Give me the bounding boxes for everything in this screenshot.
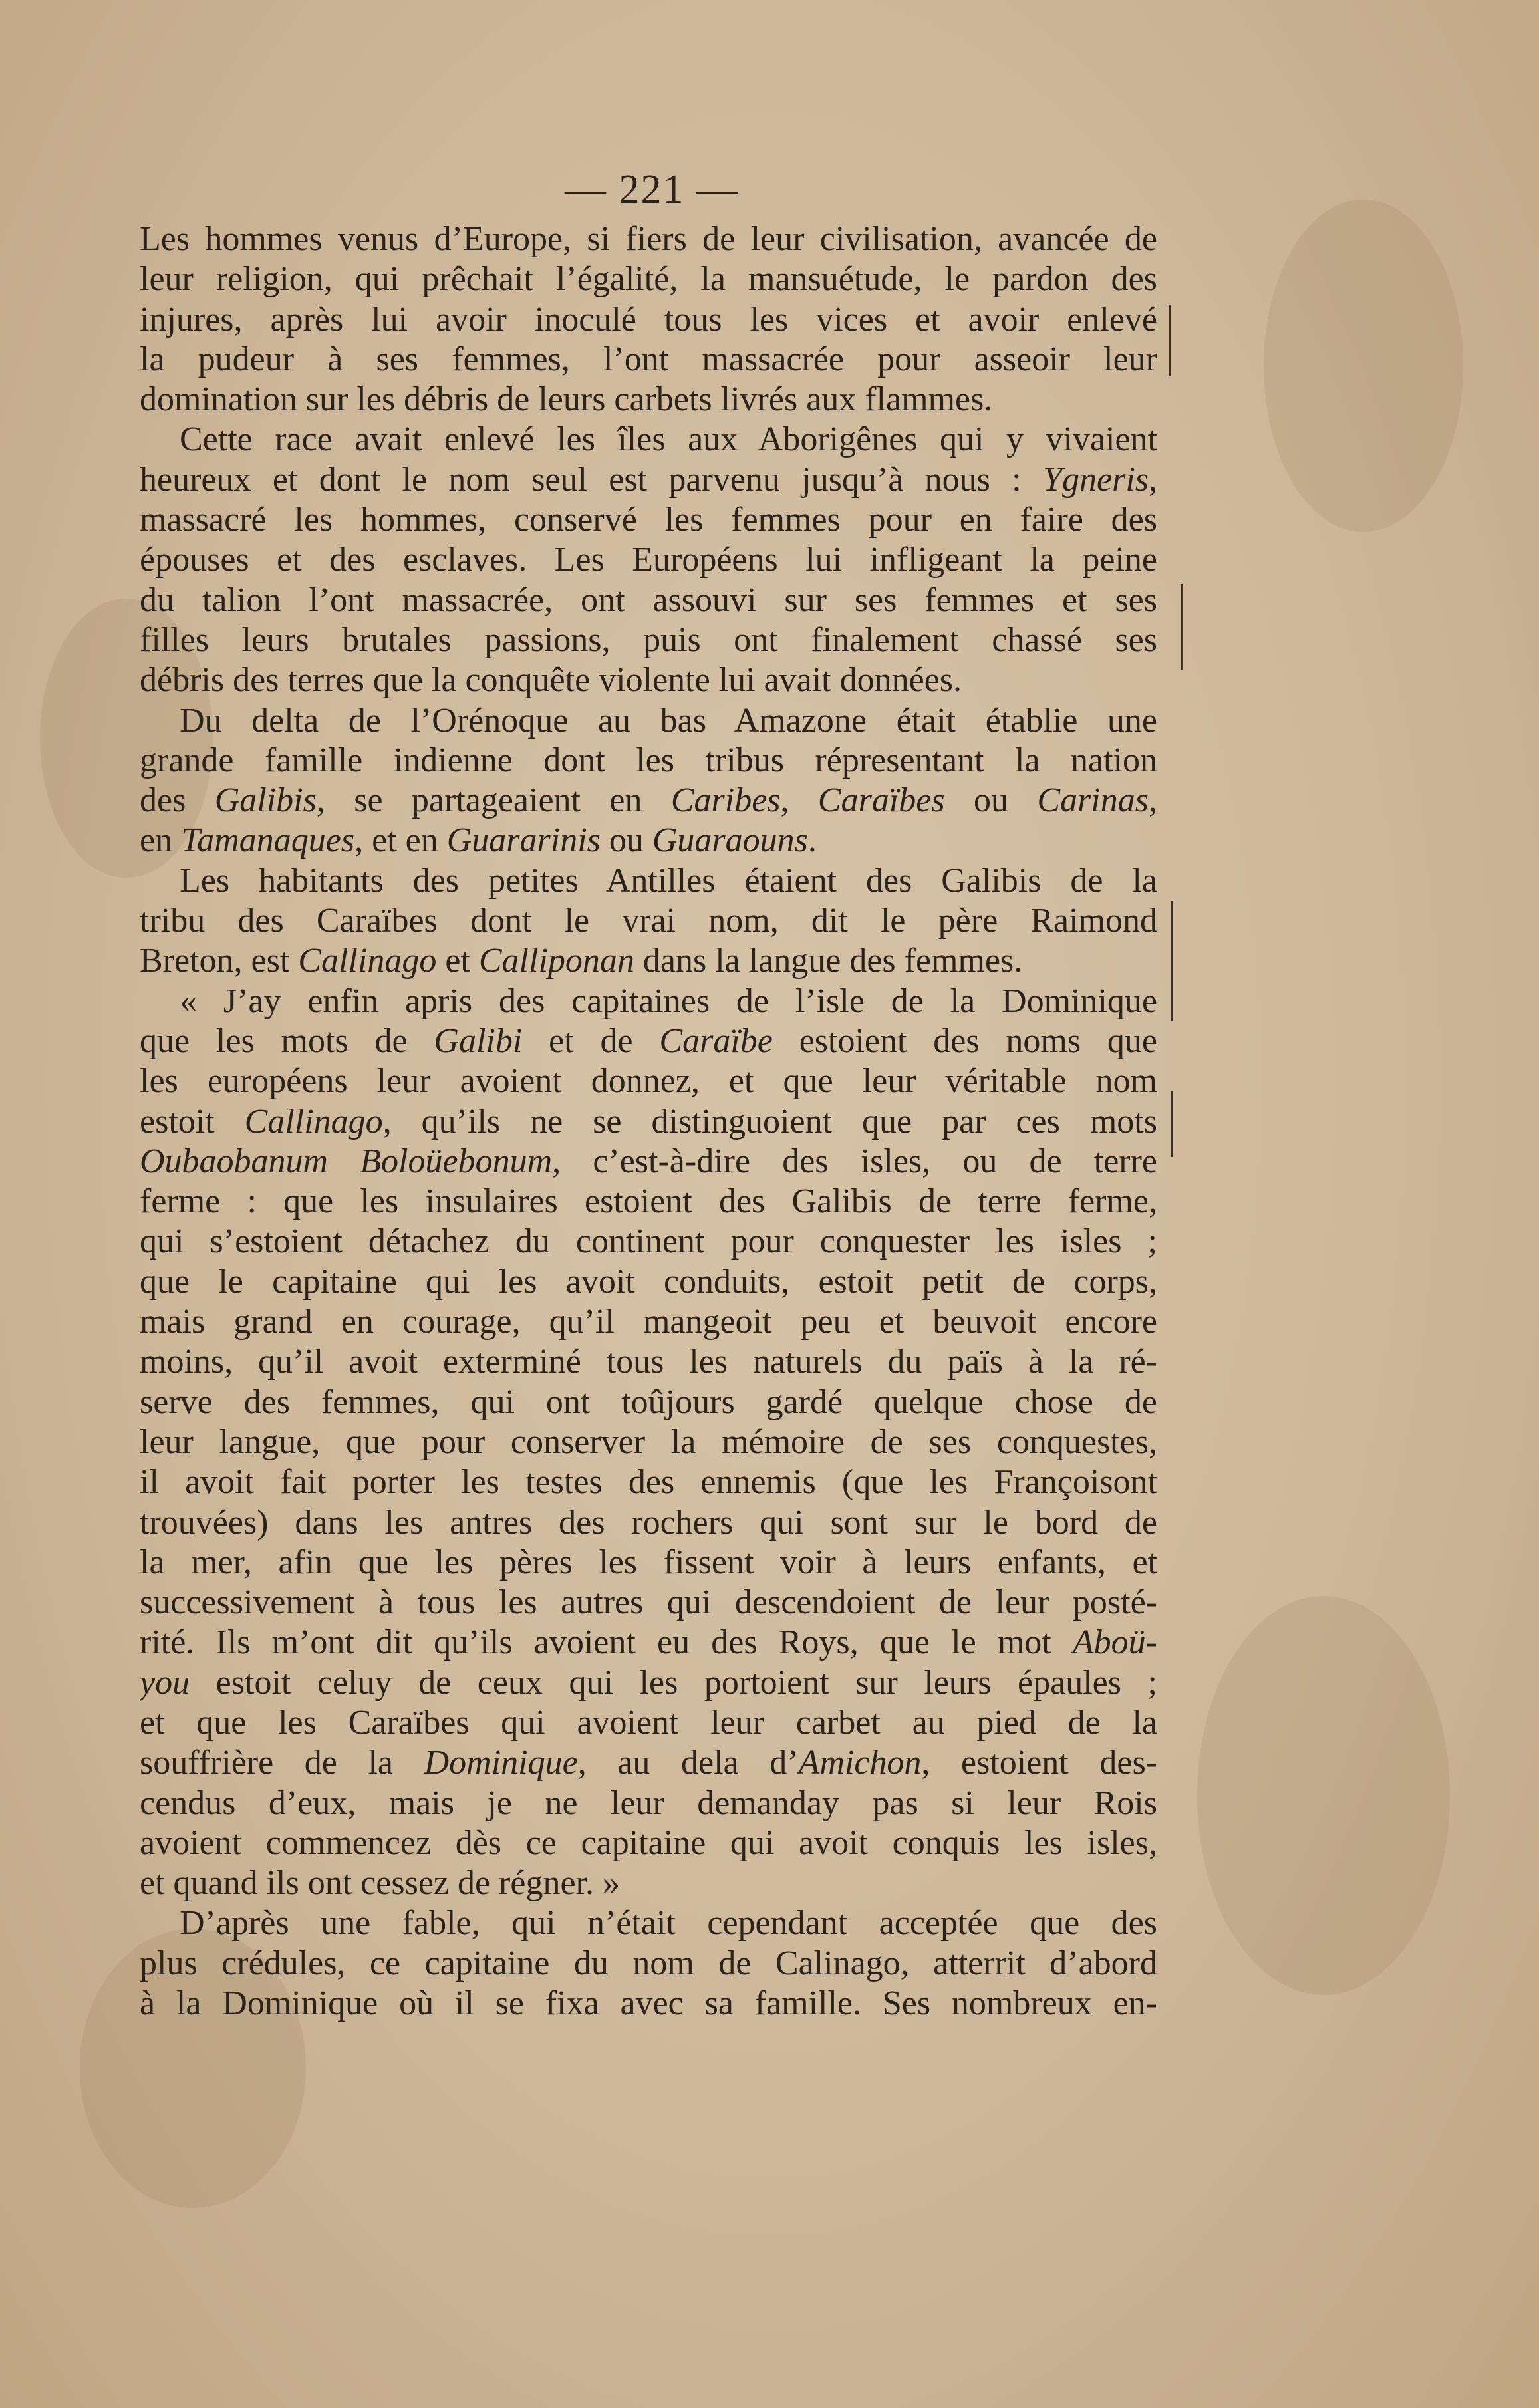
text-line bbox=[140, 1182, 1157, 1222]
text-line bbox=[140, 1944, 1157, 1984]
text-line bbox=[140, 741, 1157, 781]
italic-segment: Oubaobanum Boloüebonum bbox=[140, 1142, 553, 1180]
text-line bbox=[140, 1422, 1157, 1462]
text-line bbox=[140, 660, 1157, 700]
text-line bbox=[140, 821, 1157, 861]
text-line bbox=[140, 1743, 1157, 1783]
body-text bbox=[140, 219, 1157, 2024]
text-segment: estoit celuy de ceux qui les portoient sur leurs épaules ; bbox=[190, 1663, 1157, 1702]
text-line bbox=[140, 1302, 1157, 1342]
text-segment: épouses et des esclaves. Les Européens lui infligeant la peine bbox=[140, 541, 1157, 579]
italic-segment: Amichon bbox=[798, 1744, 922, 1782]
text-segment: Les habitants des petites Antilles étaient des Galibis de la bbox=[180, 861, 1157, 900]
text-line bbox=[140, 219, 1157, 259]
text-line bbox=[140, 1342, 1157, 1382]
text-segment: et que les Caraïbes qui avoient leur carbet au pied de la bbox=[140, 1703, 1157, 1742]
text-line bbox=[140, 420, 1157, 460]
text-segment: , bbox=[1149, 781, 1157, 820]
margin-mark bbox=[1171, 1091, 1173, 1157]
text-line bbox=[140, 1663, 1157, 1703]
text-segment: la mer, afin que les pères les fissent voir à leurs enfants, et bbox=[140, 1543, 1157, 1581]
text-line bbox=[140, 1142, 1157, 1182]
text-segment: , au dela d’ bbox=[577, 1744, 799, 1782]
page-number: — 221 — bbox=[565, 167, 739, 212]
text-line bbox=[140, 1262, 1157, 1302]
text-line bbox=[140, 781, 1157, 821]
text-line bbox=[140, 460, 1157, 500]
text-segment: débris des terres que la conquête violente lui avait données. bbox=[140, 661, 962, 700]
text-segment: Du delta de l’Orénoque au bas Amazone était établie une bbox=[180, 701, 1157, 739]
text-segment: , se partageaient en bbox=[316, 781, 671, 820]
text-segment: leur langue, que pour conserver la mémoire de ses conquestes, bbox=[140, 1422, 1157, 1461]
text-line bbox=[140, 1222, 1157, 1262]
text-segment: rité. Ils m’ont dit qu’ils avoient eu des Roys, que le mot bbox=[140, 1623, 1073, 1662]
italic-segment: Guararinis bbox=[446, 821, 601, 860]
italic-segment: you bbox=[140, 1663, 190, 1702]
text-segment: plus crédules, ce capitaine du nom de Calinago, atterrit d’abord bbox=[140, 1944, 1157, 1982]
text-line bbox=[140, 861, 1157, 901]
text-line bbox=[140, 1823, 1157, 1863]
italic-segment: Caraïbe bbox=[659, 1021, 773, 1060]
text-segment: « J’ay enfin apris des capitaines de l’isle de la Dominique bbox=[180, 982, 1157, 1020]
text-segment: ou bbox=[600, 821, 652, 860]
italic-segment: Dominique bbox=[424, 1744, 578, 1782]
text-line bbox=[140, 1102, 1157, 1142]
italic-segment: Caraïbes bbox=[817, 781, 945, 820]
text-segment: Breton, est bbox=[140, 942, 299, 980]
text-segment: estoit bbox=[140, 1102, 245, 1140]
italic-segment: Caribes bbox=[670, 781, 781, 820]
margin-mark bbox=[1181, 584, 1183, 670]
text-segment: ferme : que les insulaires estoient des Galibis de terre ferme, bbox=[140, 1182, 1157, 1221]
italic-segment: Galibi bbox=[434, 1021, 523, 1060]
text-segment: filles leurs brutales passions, puis ont finalement chassé ses bbox=[140, 620, 1157, 659]
text-line bbox=[140, 340, 1157, 380]
text-segment: domination sur les débris de leurs carbets livrés aux flammes. bbox=[140, 380, 993, 419]
paper-stain bbox=[1264, 200, 1463, 532]
text-line bbox=[140, 620, 1157, 660]
text-segment: serve des femmes, qui ont toûjours gardé quelque chose de bbox=[140, 1383, 1157, 1421]
text-segment: , qu’ils ne se distinguoient que par ces mots bbox=[382, 1102, 1157, 1140]
text-line bbox=[140, 1583, 1157, 1623]
text-line bbox=[140, 1784, 1157, 1823]
text-line bbox=[140, 540, 1157, 580]
text-segment: les européens leur avoient donnez, et que leur véritable nom bbox=[140, 1062, 1157, 1101]
text-segment: heureux et dont le nom seul est parvenu jusqu’à nous : bbox=[140, 460, 1044, 499]
italic-segment: Galibis bbox=[214, 781, 317, 820]
text-line bbox=[140, 1863, 1157, 1903]
text-segment: estoient des noms que bbox=[772, 1021, 1157, 1060]
text-segment: , bbox=[1149, 460, 1157, 499]
text-segment: il avoit fait porter les testes des ennemis (que les Françoisont bbox=[140, 1463, 1157, 1502]
paper-stain bbox=[1197, 1596, 1450, 1995]
text-segment: qui s’estoient détachez du continent pour conquester les isles ; bbox=[140, 1222, 1157, 1261]
text-segment: injures, après lui avoir inoculé tous les vices et avoir enlevé bbox=[140, 300, 1157, 338]
text-segment: du talion l’ont massacrée, ont assouvi sur ses femmes et ses bbox=[140, 581, 1157, 619]
text-segment: massacré les hommes, conservé les femmes pour en faire des bbox=[140, 501, 1157, 539]
text-segment: D’après une fable, qui n’était cependant acceptée que des bbox=[180, 1904, 1157, 1942]
text-segment: , estoient des- bbox=[921, 1744, 1157, 1782]
margin-mark bbox=[1171, 901, 1173, 1021]
text-line bbox=[140, 300, 1157, 340]
text-line bbox=[140, 1021, 1157, 1061]
italic-segment: Tamanaques bbox=[181, 821, 355, 860]
text-segment: que les mots de bbox=[140, 1021, 434, 1060]
text-line bbox=[140, 1462, 1157, 1502]
text-segment: et quand ils ont cessez de régner. » bbox=[140, 1864, 620, 1903]
text-segment: Cette race avait enlevé les îles aux Aborigênes qui y vivaient bbox=[180, 420, 1157, 459]
text-segment: et bbox=[436, 942, 479, 980]
text-segment: mais grand en courage, qu’il mangeoit peu et beuvoit encore bbox=[140, 1303, 1157, 1341]
text-segment: , bbox=[780, 781, 818, 820]
margin-mark bbox=[1169, 305, 1171, 376]
italic-segment: Aboü- bbox=[1072, 1623, 1157, 1662]
text-line bbox=[140, 982, 1157, 1021]
text-segment: des bbox=[140, 781, 215, 820]
text-segment: dans la langue des femmes. bbox=[634, 942, 1023, 980]
text-segment: et de bbox=[522, 1021, 660, 1060]
text-segment: à la Dominique où il se fixa avec sa famille. Ses nombreux en- bbox=[140, 1984, 1157, 2023]
italic-segment: Callinago bbox=[244, 1102, 383, 1140]
italic-segment: Ygneris bbox=[1043, 460, 1149, 499]
text-segment: ou bbox=[944, 781, 1038, 820]
text-line bbox=[140, 500, 1157, 540]
text-segment: tribu des Caraïbes dont le vrai nom, dit le père Raimond bbox=[140, 902, 1157, 940]
text-line bbox=[140, 1543, 1157, 1583]
text-segment: successivement à tous les autres qui descendoient de leur posté- bbox=[140, 1583, 1157, 1622]
italic-segment: Callinago bbox=[298, 942, 437, 980]
text-segment: , et en bbox=[354, 821, 447, 860]
italic-segment: Guaraouns bbox=[652, 821, 808, 860]
text-segment: la pudeur à ses femmes, l’ont massacrée pour asseoir leur bbox=[140, 340, 1157, 378]
text-line bbox=[140, 1623, 1157, 1663]
text-line bbox=[140, 1383, 1157, 1422]
text-line bbox=[140, 380, 1157, 420]
text-segment: en bbox=[140, 821, 182, 860]
text-line bbox=[140, 1503, 1157, 1543]
text-line bbox=[140, 941, 1157, 981]
text-line bbox=[140, 1061, 1157, 1101]
text-segment: leur religion, qui prêchait l’égalité, la mansuétude, le pardon des bbox=[140, 260, 1157, 299]
text-segment: trouvées) dans les antres des rochers qui sont sur le bord de bbox=[140, 1503, 1157, 1541]
text-line bbox=[140, 1903, 1157, 1943]
text-segment: que le capitaine qui les avoit conduits, estoit petit de corps, bbox=[140, 1262, 1157, 1301]
text-segment: , c’est-à-dire des isles, ou de terre bbox=[552, 1142, 1157, 1180]
text-segment: cendus d’eux, mais je ne leur demanday pas si leur Rois bbox=[140, 1784, 1157, 1822]
text-segment: avoient commencez dès ce capitaine qui avoit conquis les isles, bbox=[140, 1823, 1157, 1862]
text-segment: Les hommes venus d’Europe, si fiers de leur civilisation, avancée de bbox=[140, 220, 1157, 258]
text-segment: souffrière de la bbox=[140, 1744, 424, 1782]
text-segment: grande famille indienne dont les tribus répresentant la nation bbox=[140, 741, 1157, 779]
italic-segment: Calliponan bbox=[478, 942, 634, 980]
text-segment: moins, qu’il avoit exterminé tous les naturels du païs à la ré- bbox=[140, 1343, 1157, 1381]
text-line bbox=[140, 581, 1157, 620]
text-line bbox=[140, 901, 1157, 941]
text-line bbox=[140, 701, 1157, 741]
text-line bbox=[140, 1984, 1157, 2024]
text-segment: . bbox=[807, 821, 817, 860]
text-line bbox=[140, 259, 1157, 299]
italic-segment: Carinas bbox=[1037, 781, 1149, 820]
text-line bbox=[140, 1703, 1157, 1743]
